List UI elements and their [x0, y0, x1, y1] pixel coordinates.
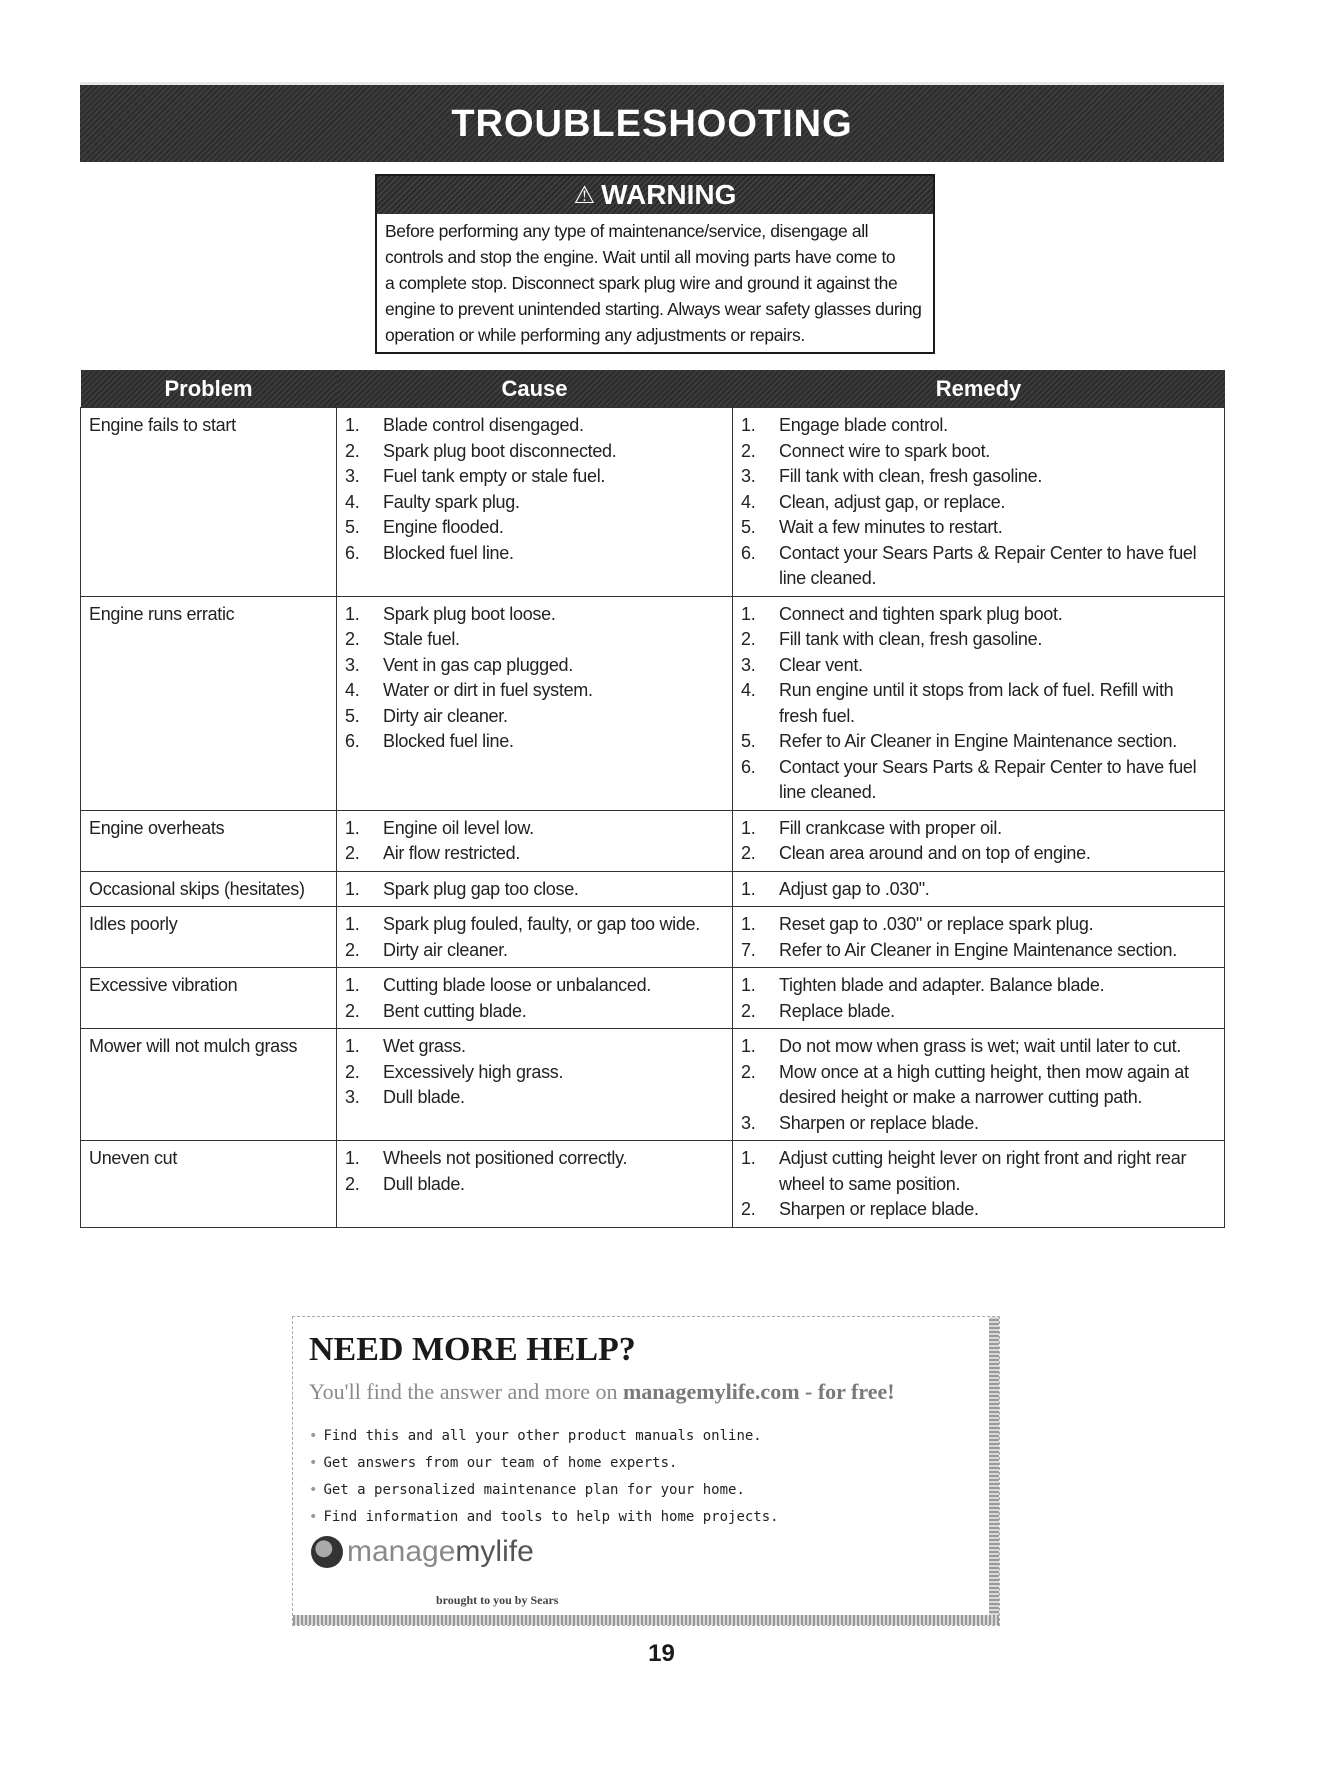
cause-cell [337, 810, 733, 871]
remedy-number: 2. [741, 629, 756, 649]
cause-cell [337, 1029, 733, 1141]
remedy-number: 2. [741, 843, 756, 863]
cause-number: 2. [345, 629, 360, 649]
problem-cell [81, 1029, 337, 1141]
cause-number: 3. [345, 654, 360, 675]
cause-item [345, 729, 724, 755]
remedy-text: Fill crankcase with proper oil. [779, 817, 1002, 838]
problem-cell [81, 907, 337, 968]
problem-text: Occasional skips (hesitates) [89, 878, 305, 899]
cause-item [345, 490, 724, 516]
warning-header [377, 176, 933, 214]
cause-text: Cutting blade loose or unbalanced. [383, 975, 652, 995]
help-bullet-list [309, 1423, 779, 1531]
remedy-item [741, 816, 1216, 842]
need-more-help-box [292, 1316, 1000, 1626]
problem-text: Engine fails to start [89, 415, 236, 435]
warning-title: WARNING [601, 179, 737, 210]
logo-text-mylife: mylife [455, 1535, 534, 1568]
cause-item [345, 1172, 724, 1198]
bullet-icon: • [309, 1428, 318, 1444]
cause-item [345, 464, 724, 490]
cause-text: Water or dirt in fuel system. [383, 680, 593, 700]
remedy-text: Clear vent. [779, 654, 863, 675]
warning-line: engine to prevent unintended starting. Always wear safety glasses during [385, 299, 922, 319]
remedy-number: 6. [741, 756, 756, 777]
remedy-item [741, 938, 1216, 964]
remedy-text: Connect wire to spark boot. [779, 440, 991, 461]
remedy-text: Refer to Air Cleaner in Engine Maintenance section. [779, 731, 1177, 751]
cause-item [345, 439, 724, 465]
remedy-text: Wait a few minutes to restart. [779, 517, 1003, 537]
problem-cell [81, 968, 337, 1029]
header-cause: Cause [337, 370, 733, 408]
warning-line: Before performing any type of maintenance/service, disengage all [385, 221, 869, 241]
remedy-item [741, 999, 1216, 1025]
cause-number: 4. [345, 680, 360, 700]
table-row [81, 810, 1225, 871]
remedy-text: Do not mow when grass is wet; wait until later to cut. [779, 1036, 1181, 1056]
remedy-item [741, 877, 1216, 903]
remedy-item [741, 1060, 1216, 1111]
table-body [81, 408, 1225, 1228]
cause-number: 1. [345, 817, 360, 838]
cause-cell [337, 871, 733, 907]
logo-circle-icon [311, 1536, 343, 1568]
cause-item [345, 877, 724, 903]
problem-cell [81, 871, 337, 907]
cause-text: Stale fuel. [383, 629, 460, 649]
cause-text: Spark plug gap too close. [383, 878, 579, 899]
cause-cell [337, 408, 733, 597]
troubleshooting-banner [80, 82, 1224, 162]
remedy-number: 1. [741, 878, 756, 899]
cause-text: Bent cutting blade. [383, 1000, 527, 1021]
cause-text: Faulty spark plug. [383, 491, 520, 512]
remedy-number: 2. [741, 1061, 756, 1082]
logo-text [347, 1535, 534, 1569]
remedy-number: 5. [741, 731, 756, 751]
remedy-number: 1. [741, 975, 756, 995]
remedy-text: Engage blade control. [779, 415, 948, 435]
cause-number: 1. [345, 914, 360, 934]
remedy-item [741, 973, 1216, 999]
warning-triangle-icon: ⚠ [573, 182, 596, 209]
cause-number: 3. [345, 466, 360, 486]
cause-number: 1. [345, 975, 360, 995]
list-item [309, 1423, 779, 1450]
list-item [309, 1450, 779, 1477]
brought-by-text: brought to you by Sears [436, 1593, 559, 1607]
list-item [309, 1504, 779, 1531]
cause-item [345, 627, 724, 653]
cause-cell [337, 968, 733, 1029]
remedy-text: Clean, adjust gap, or replace. [779, 491, 1006, 512]
remedy-item [741, 413, 1216, 439]
remedy-cell [733, 408, 1225, 597]
remedy-text: Mow once at a high cutting height, then mow again at desired height or make a narrower cutting path. [779, 1061, 1189, 1107]
help-subtitle-site: managemylife.com - for free! [622, 1379, 895, 1404]
remedy-number: 2. [741, 440, 756, 461]
help-subtitle [309, 1379, 895, 1405]
remedy-text: Tighten blade and adapter. Balance blade. [779, 975, 1105, 995]
cause-text: Blade control disengaged. [383, 415, 584, 435]
cause-item [345, 413, 724, 439]
cause-number: 2. [345, 440, 360, 461]
help-subtitle-text: You'll find the answer and more on [309, 1379, 623, 1404]
remedy-item [741, 515, 1216, 541]
cause-number: 1. [345, 1148, 360, 1168]
bullet-icon: • [309, 1509, 318, 1525]
page-title: TROUBLESHOOTING [451, 103, 853, 145]
remedy-text: Contact your Sears Parts & Repair Center to have fuel line cleaned. [779, 542, 1197, 588]
cause-text: Blocked fuel line. [383, 542, 514, 563]
page-number: 19 [648, 1640, 675, 1667]
cause-text: Spark plug boot loose. [383, 603, 556, 624]
help-title: NEED MORE HELP? [309, 1331, 636, 1368]
logo-text-manage: manage [347, 1535, 456, 1568]
cause-item [345, 816, 724, 842]
cause-text: Dirty air cleaner. [383, 705, 508, 726]
troubleshooting-table [80, 370, 1225, 1228]
remedy-text: Fill tank with clean, fresh gasoline. [779, 629, 1043, 649]
table-header-row [81, 370, 1225, 408]
cause-text: Vent in gas cap plugged. [383, 654, 573, 675]
warning-line: operation or while performing any adjustments or repairs. [385, 325, 805, 345]
help-shadow-right [989, 1317, 999, 1625]
remedy-text: Adjust gap to .030". [779, 878, 930, 899]
cause-number: 3. [345, 1087, 360, 1107]
problem-text: Excessive vibration [89, 975, 238, 995]
remedy-cell [733, 810, 1225, 871]
remedy-number: 1. [741, 1036, 756, 1056]
cause-text: Blocked fuel line. [383, 731, 514, 751]
remedy-number: 2. [741, 1199, 756, 1219]
cause-cell [337, 907, 733, 968]
problem-text: Mower will not mulch grass [89, 1036, 298, 1056]
cause-item [345, 938, 724, 964]
help-bullet-text: Find information and tools to help with home projects. [323, 1509, 779, 1525]
problem-text: Idles poorly [89, 914, 178, 934]
cause-text: Engine flooded. [383, 517, 504, 537]
cause-number: 5. [345, 517, 360, 537]
cause-number: 2. [345, 1000, 360, 1021]
remedy-item [741, 841, 1216, 867]
remedy-text: Run engine until it stops from lack of fuel. Refill with fresh fuel. [779, 680, 1174, 726]
cause-text: Dirty air cleaner. [383, 939, 508, 960]
remedy-cell [733, 907, 1225, 968]
problem-text: Engine overheats [89, 817, 225, 838]
header-problem: Problem [81, 370, 337, 408]
cause-text: Wet grass. [383, 1036, 466, 1056]
remedy-number: 5. [741, 517, 756, 537]
cause-item [345, 1146, 724, 1172]
remedy-number: 1. [741, 415, 756, 435]
cause-text: Dull blade. [383, 1173, 465, 1194]
cause-item [345, 541, 724, 567]
cause-item [345, 653, 724, 679]
remedy-cell [733, 1029, 1225, 1141]
remedy-number: 1. [741, 603, 756, 624]
remedy-text: Replace blade. [779, 1000, 895, 1021]
cause-number: 2. [345, 843, 360, 863]
cause-item [345, 704, 724, 730]
remedy-text: Fill tank with clean, fresh gasoline. [779, 466, 1043, 486]
remedy-item [741, 1111, 1216, 1137]
cause-item [345, 973, 724, 999]
header-remedy: Remedy [733, 370, 1225, 408]
cause-text: Fuel tank empty or stale fuel. [383, 466, 606, 486]
cause-number: 6. [345, 731, 360, 751]
cause-text: Excessively high grass. [383, 1061, 564, 1082]
table-row [81, 1029, 1225, 1141]
problem-cell [81, 810, 337, 871]
remedy-number: 1. [741, 817, 756, 838]
problem-text: Engine runs erratic [89, 603, 235, 624]
remedy-item [741, 729, 1216, 755]
remedy-text: Adjust cutting height lever on right front and right rear wheel to same position. [779, 1148, 1187, 1194]
cause-cell [337, 596, 733, 810]
remedy-number: 3. [741, 654, 756, 675]
remedy-cell [733, 871, 1225, 907]
help-bullet-text: Get a personalized maintenance plan for your home. [323, 1482, 745, 1498]
remedy-item [741, 678, 1216, 729]
cause-number: 5. [345, 705, 360, 726]
bullet-icon: • [309, 1455, 318, 1471]
cause-number: 2. [345, 1173, 360, 1194]
cause-text: Wheels not positioned correctly. [383, 1148, 628, 1168]
remedy-item [741, 755, 1216, 806]
table-row [81, 408, 1225, 597]
problem-cell [81, 596, 337, 810]
table-row [81, 871, 1225, 907]
remedy-cell [733, 596, 1225, 810]
remedy-text: Sharpen or replace blade. [779, 1199, 979, 1219]
managemylife-logo [311, 1535, 534, 1569]
remedy-number: 3. [741, 1112, 756, 1133]
help-bullet-text: Find this and all your other product manuals online. [323, 1428, 762, 1444]
remedy-number: 1. [741, 1148, 756, 1168]
remedy-item [741, 541, 1216, 592]
remedy-number: 7. [741, 939, 756, 960]
table-row [81, 968, 1225, 1029]
cause-text: Engine oil level low. [383, 817, 534, 838]
cause-text: Spark plug boot disconnected. [383, 440, 617, 461]
remedy-item [741, 490, 1216, 516]
remedy-number: 3. [741, 466, 756, 486]
warning-line: a complete stop. Disconnect spark plug wire and ground it against the [385, 273, 898, 293]
remedy-text: Contact your Sears Parts & Repair Center to have fuel line cleaned. [779, 756, 1197, 802]
warning-box [375, 174, 935, 354]
cause-number: 6. [345, 542, 360, 563]
table-row [81, 907, 1225, 968]
remedy-item [741, 439, 1216, 465]
cause-number: 2. [345, 1061, 360, 1082]
remedy-item [741, 912, 1216, 938]
table-row [81, 1141, 1225, 1228]
cause-item [345, 1034, 724, 1060]
remedy-item [741, 627, 1216, 653]
help-bullet-text: Get answers from our team of home experts. [323, 1455, 678, 1471]
remedy-number: 4. [741, 680, 756, 700]
remedy-text: Clean area around and on top of engine. [779, 843, 1091, 863]
remedy-text: Reset gap to .030" or replace spark plug. [779, 914, 1094, 934]
cause-item [345, 678, 724, 704]
table-row [81, 596, 1225, 810]
cause-item [345, 602, 724, 628]
cause-item [345, 999, 724, 1025]
problem-cell [81, 1141, 337, 1228]
remedy-text: Refer to Air Cleaner in Engine Maintenance section. [779, 939, 1177, 960]
cause-text: Dull blade. [383, 1087, 465, 1107]
remedy-item [741, 464, 1216, 490]
warning-text [377, 214, 933, 348]
help-shadow-bottom [293, 1615, 999, 1625]
bullet-icon: • [309, 1482, 318, 1498]
cause-number: 1. [345, 878, 360, 899]
warning-line: controls and stop the engine. Wait until all moving parts have come to [385, 247, 896, 267]
cause-item [345, 841, 724, 867]
remedy-text: Sharpen or replace blade. [779, 1112, 979, 1133]
cause-number: 1. [345, 1036, 360, 1056]
cause-item [345, 1085, 724, 1111]
cause-item [345, 515, 724, 541]
remedy-item [741, 653, 1216, 679]
cause-number: 2. [345, 939, 360, 960]
cause-number: 4. [345, 491, 360, 512]
remedy-number: 1. [741, 914, 756, 934]
remedy-number: 6. [741, 542, 756, 563]
remedy-text: Connect and tighten spark plug boot. [779, 603, 1063, 624]
cause-number: 1. [345, 415, 360, 435]
problem-cell [81, 408, 337, 597]
list-item [309, 1477, 779, 1504]
remedy-item [741, 602, 1216, 628]
remedy-number: 2. [741, 1000, 756, 1021]
problem-text: Uneven cut [89, 1148, 178, 1168]
cause-number: 1. [345, 603, 360, 624]
cause-cell [337, 1141, 733, 1228]
remedy-number: 4. [741, 491, 756, 512]
cause-text: Air flow restricted. [383, 843, 521, 863]
cause-item [345, 912, 724, 938]
remedy-cell [733, 968, 1225, 1029]
remedy-item [741, 1034, 1216, 1060]
cause-text: Spark plug fouled, faulty, or gap too wide. [383, 914, 700, 934]
remedy-item [741, 1197, 1216, 1223]
cause-item [345, 1060, 724, 1086]
remedy-cell [733, 1141, 1225, 1228]
remedy-item [741, 1146, 1216, 1197]
